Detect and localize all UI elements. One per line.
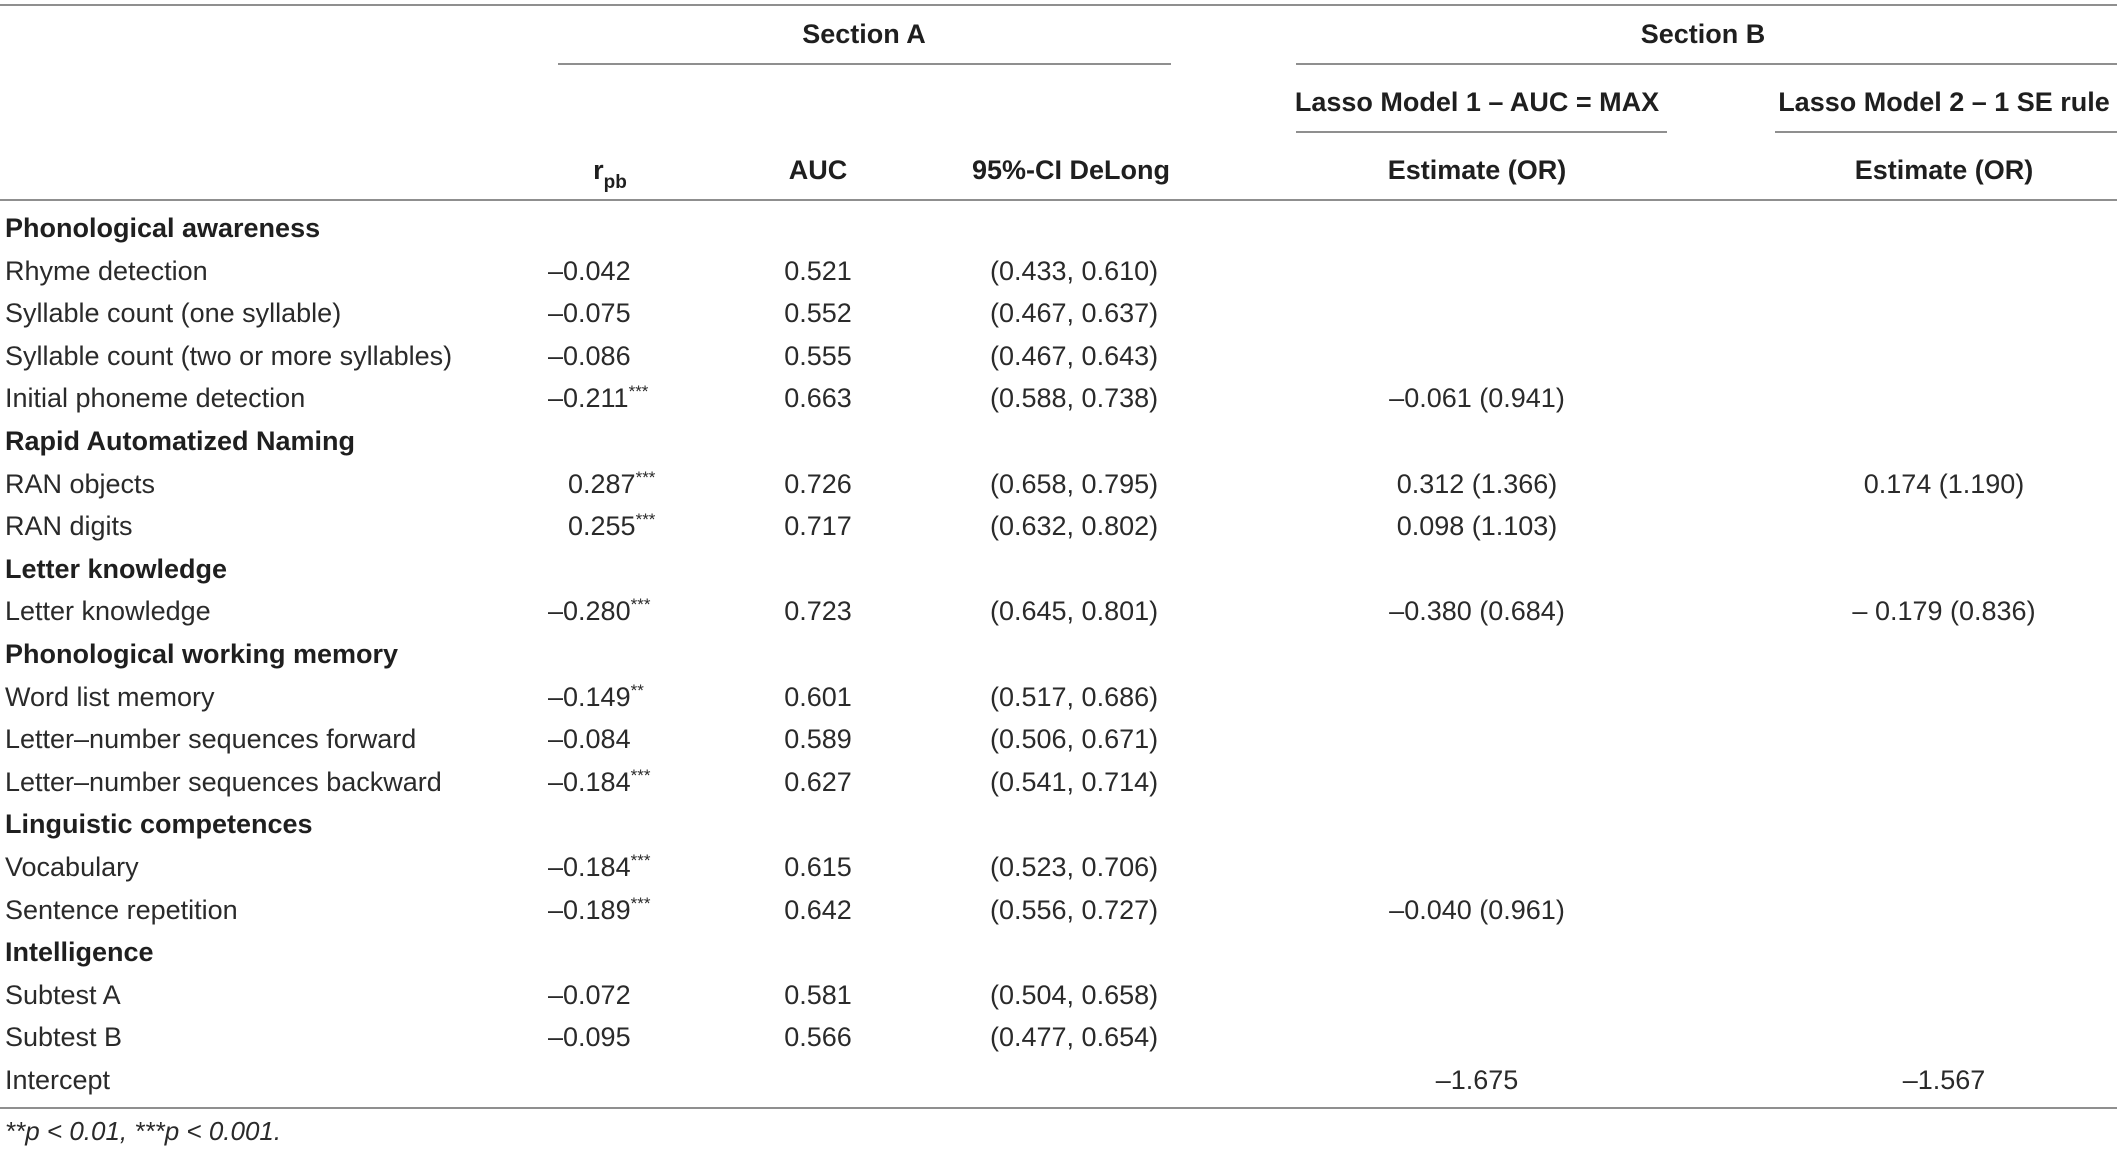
auc-cell: 0.589 bbox=[784, 724, 852, 754]
auc-cell: 0.717 bbox=[784, 511, 852, 541]
rpb-value: –0.211 bbox=[548, 383, 629, 413]
ci-cell: (0.477, 0.654) bbox=[990, 1022, 1159, 1052]
row-label: Letter knowledge bbox=[5, 596, 211, 626]
section-a-header: Section A bbox=[802, 19, 926, 49]
ci-cell: (0.517, 0.686) bbox=[990, 682, 1159, 712]
significance-marker: *** bbox=[635, 510, 656, 529]
auc-cell: 0.723 bbox=[784, 596, 852, 626]
estimate-2-cell: – 0.179 (0.836) bbox=[1852, 596, 2036, 626]
auc-cell: 0.566 bbox=[784, 1022, 852, 1052]
rpb-cell bbox=[548, 766, 650, 802]
ci-cell: (0.467, 0.637) bbox=[990, 298, 1159, 328]
group-label: Phonological working memory bbox=[5, 639, 399, 669]
estimate-1-cell: –0.040 (0.961) bbox=[1389, 895, 1565, 925]
row-label: Vocabulary bbox=[5, 852, 139, 882]
rpb-cell bbox=[548, 681, 644, 717]
rpb-value: –0.280 bbox=[548, 596, 631, 626]
estimate-1-cell: 0.312 (1.366) bbox=[1396, 469, 1558, 499]
group-label: Letter knowledge bbox=[5, 554, 228, 584]
header-bottom-rule bbox=[0, 199, 2117, 201]
auc-cell: 0.642 bbox=[784, 895, 852, 925]
significance-marker: ** bbox=[630, 681, 644, 700]
ci-cell: (0.433, 0.610) bbox=[990, 256, 1159, 286]
row-label: Word list memory bbox=[5, 682, 215, 712]
row-label: Subtest B bbox=[5, 1022, 123, 1052]
estimate-1-cell: –0.061 (0.941) bbox=[1389, 383, 1565, 413]
group-label: Phonological awareness bbox=[5, 213, 321, 243]
row-label: Syllable count (one syllable) bbox=[5, 298, 342, 328]
row-label: Letter–number sequences backward bbox=[5, 767, 442, 797]
rpb-cell bbox=[548, 1021, 631, 1053]
rpb-subscript: pb bbox=[603, 172, 627, 193]
estimate-1-cell: –1.675 bbox=[1435, 1065, 1519, 1095]
rpb-cell bbox=[568, 510, 655, 546]
ci-column-header: 95%-CI DeLong bbox=[971, 155, 1171, 185]
rpb-value: –0.042 bbox=[548, 256, 631, 286]
significance-marker: *** bbox=[628, 382, 649, 401]
row-label: Sentence repetition bbox=[5, 895, 238, 925]
auc-cell: 0.552 bbox=[784, 298, 852, 328]
auc-cell: 0.521 bbox=[784, 256, 852, 286]
rpb-cell bbox=[548, 851, 650, 887]
estimate-2-cell: 0.174 (1.190) bbox=[1863, 469, 2025, 499]
significance-marker: *** bbox=[630, 894, 651, 913]
row-label: Rhyme detection bbox=[5, 256, 208, 286]
row-label: Intercept bbox=[5, 1065, 111, 1095]
ci-cell: (0.556, 0.727) bbox=[990, 895, 1159, 925]
rpb-value: –0.086 bbox=[548, 341, 631, 371]
lasso-model-2-header: Lasso Model 2 – 1 SE rule bbox=[1778, 87, 2110, 117]
rpb-symbol: r bbox=[593, 155, 604, 185]
auc-cell: 0.601 bbox=[784, 682, 852, 712]
ci-cell: (0.632, 0.802) bbox=[990, 511, 1159, 541]
rpb-cell bbox=[548, 340, 631, 372]
group-label: Intelligence bbox=[5, 937, 154, 967]
ci-cell: (0.645, 0.801) bbox=[990, 596, 1159, 626]
auc-cell: 0.726 bbox=[784, 469, 852, 499]
estimate-2-column-header: Estimate (OR) bbox=[1854, 155, 2034, 185]
row-label: Syllable count (two or more syllables) bbox=[5, 341, 453, 371]
rpb-value: –0.149 bbox=[548, 682, 631, 712]
auc-cell: 0.615 bbox=[784, 852, 852, 882]
lasso-model-1-header: Lasso Model 1 – AUC = MAX bbox=[1294, 87, 1660, 117]
rpb-cell bbox=[548, 255, 631, 287]
significance-marker: *** bbox=[630, 766, 651, 785]
rpb-value: –0.084 bbox=[548, 724, 631, 754]
rpb-value: –0.075 bbox=[548, 298, 631, 328]
significance-marker: *** bbox=[630, 851, 651, 870]
significance-footnote: **p < 0.01, ***p < 0.001. bbox=[5, 1116, 282, 1146]
row-label: RAN objects bbox=[5, 469, 156, 499]
rpb-cell bbox=[548, 894, 650, 930]
estimate-1-column-header: Estimate (OR) bbox=[1387, 155, 1567, 185]
rpb-cell bbox=[568, 468, 655, 504]
auc-cell: 0.663 bbox=[784, 383, 852, 413]
row-label: Letter–number sequences forward bbox=[5, 724, 417, 754]
rpb-cell bbox=[548, 382, 648, 418]
rpb-value: –0.095 bbox=[548, 1022, 631, 1052]
group-label: Linguistic competences bbox=[5, 809, 313, 839]
top-rule bbox=[0, 4, 2117, 6]
ci-cell: (0.506, 0.671) bbox=[990, 724, 1159, 754]
rpb-cell bbox=[548, 595, 650, 631]
section-b-header: Section B bbox=[1640, 19, 1766, 49]
estimate-1-cell: 0.098 (1.103) bbox=[1396, 511, 1558, 541]
ci-cell: (0.467, 0.643) bbox=[990, 341, 1159, 371]
ci-cell: (0.523, 0.706) bbox=[990, 852, 1159, 882]
significance-marker: *** bbox=[630, 595, 651, 614]
significance-marker: *** bbox=[635, 468, 656, 487]
row-label: Initial phoneme detection bbox=[5, 383, 306, 413]
rpb-cell bbox=[548, 979, 631, 1011]
auc-cell: 0.627 bbox=[784, 767, 852, 797]
auc-cell: 0.581 bbox=[784, 980, 852, 1010]
ci-cell: (0.504, 0.658) bbox=[990, 980, 1159, 1010]
rpb-value: –0.184 bbox=[548, 767, 631, 797]
rpb-value: –0.072 bbox=[548, 980, 631, 1010]
section-b-rule bbox=[1296, 63, 2117, 65]
auc-cell: 0.555 bbox=[784, 341, 852, 371]
rpb-value: –0.184 bbox=[548, 852, 631, 882]
rpb-cell bbox=[548, 723, 631, 755]
lasso-model-2-rule bbox=[1775, 131, 2117, 133]
estimate-2-cell: –1.567 bbox=[1902, 1065, 1986, 1095]
ci-cell: (0.658, 0.795) bbox=[990, 469, 1159, 499]
auc-column-header: AUC bbox=[788, 155, 848, 185]
row-label: Subtest A bbox=[5, 980, 121, 1010]
group-label: Rapid Automatized Naming bbox=[5, 426, 356, 456]
rpb-cell bbox=[548, 297, 631, 329]
rpb-column-header bbox=[593, 154, 627, 193]
lasso-model-1-rule bbox=[1296, 131, 1667, 133]
rpb-value: –0.189 bbox=[548, 895, 631, 925]
rpb-value: 0.287 bbox=[568, 469, 636, 499]
ci-cell: (0.588, 0.738) bbox=[990, 383, 1159, 413]
rpb-value: 0.255 bbox=[568, 511, 636, 541]
estimate-1-cell: –0.380 (0.684) bbox=[1389, 596, 1565, 626]
row-label: RAN digits bbox=[5, 511, 133, 541]
ci-cell: (0.541, 0.714) bbox=[990, 767, 1159, 797]
bottom-rule bbox=[0, 1107, 2117, 1109]
section-a-rule bbox=[558, 63, 1171, 65]
